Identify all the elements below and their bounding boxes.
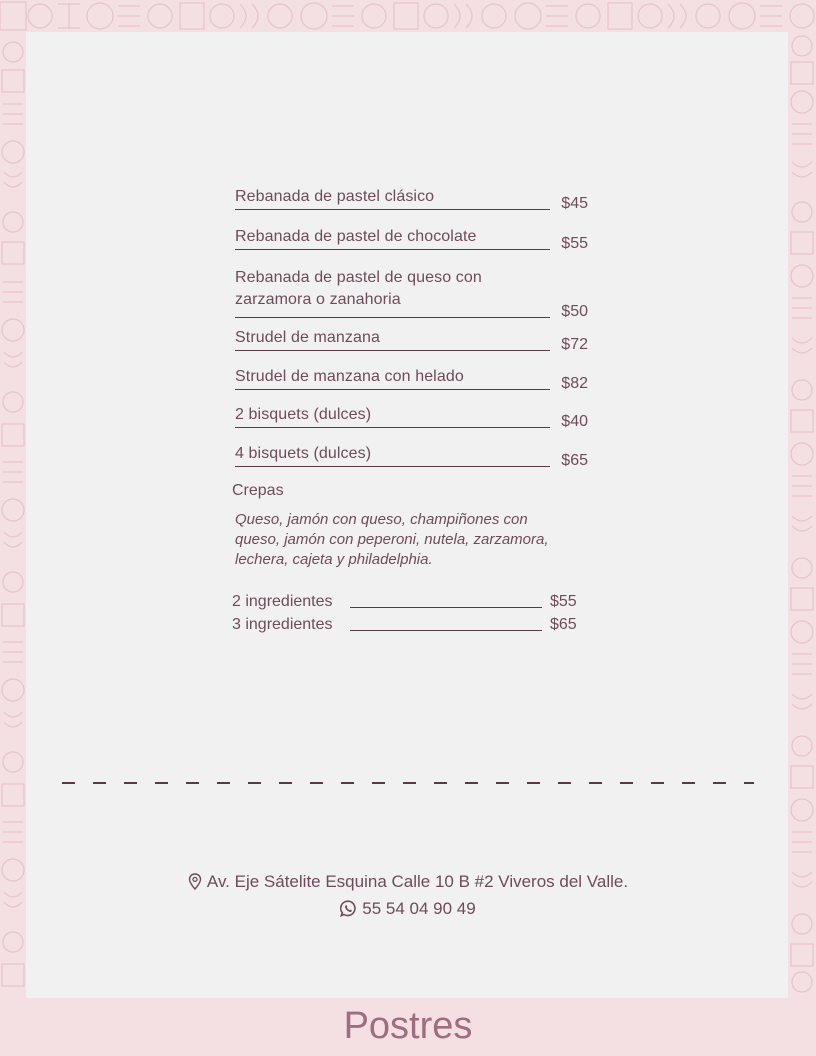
menu-item	[235, 267, 588, 320]
decorative-border-left	[0, 32, 26, 998]
leader-line	[350, 630, 542, 631]
address-line	[0, 872, 816, 895]
menu-item	[235, 404, 588, 430]
menu-item-name: 2 bisquets (dulces)	[235, 404, 550, 428]
whatsapp-icon	[340, 900, 357, 922]
phone-number: 55 54 04 90 49	[362, 899, 476, 918]
crepas-option-label: 2 ingredientes	[232, 593, 333, 610]
menu-item-price: $40	[561, 413, 588, 430]
dashed-divider	[62, 782, 754, 784]
crepas-option-price: $55	[550, 593, 577, 610]
menu-item-name: Rebanada de pastel de queso con zarzamora o zanahoria	[235, 267, 550, 318]
decorative-border-right	[788, 32, 816, 998]
crepas-heading: Crepas	[232, 482, 284, 499]
menu-item-price: $82	[561, 375, 588, 392]
menu-item	[235, 226, 588, 252]
menu-item	[235, 327, 588, 353]
leader-line	[350, 607, 542, 608]
page-title: Postres	[343, 1005, 473, 1047]
menu-item	[235, 186, 588, 212]
crepas-description: Queso, jamón con queso, champiñones con queso, jamón con peperoni, nutela, zarzamora, lechera, cajeta y philadelphia.	[235, 511, 549, 568]
menu-item-price: $65	[561, 452, 588, 469]
menu-item-price: $72	[561, 336, 588, 353]
crepas-option-label: 3 ingredientes	[232, 616, 333, 633]
decorative-border-top	[0, 0, 816, 32]
menu-item	[235, 443, 588, 469]
phone-line	[0, 899, 816, 922]
crepas-option-price: $65	[550, 616, 577, 633]
menu-item-name: 4 bisquets (dulces)	[235, 443, 550, 467]
crepas-option	[232, 612, 592, 634]
menu-item-name: Strudel de manzana	[235, 327, 550, 351]
menu-item-name: Rebanada de pastel clásico	[235, 186, 550, 210]
menu-item-price: $45	[561, 195, 588, 212]
menu-item-price: $55	[561, 235, 588, 252]
menu-item-name: Strudel de manzana con helado	[235, 366, 550, 390]
crepas-option	[232, 589, 592, 611]
menu-item	[235, 366, 588, 392]
location-pin-icon	[188, 873, 202, 895]
menu-item-price: $50	[561, 303, 588, 320]
menu-item-name: Rebanada de pastel de chocolate	[235, 226, 550, 250]
address-text: Av. Eje Sátelite Esquina Calle 10 B #2 Viveros del Valle.	[206, 872, 629, 891]
